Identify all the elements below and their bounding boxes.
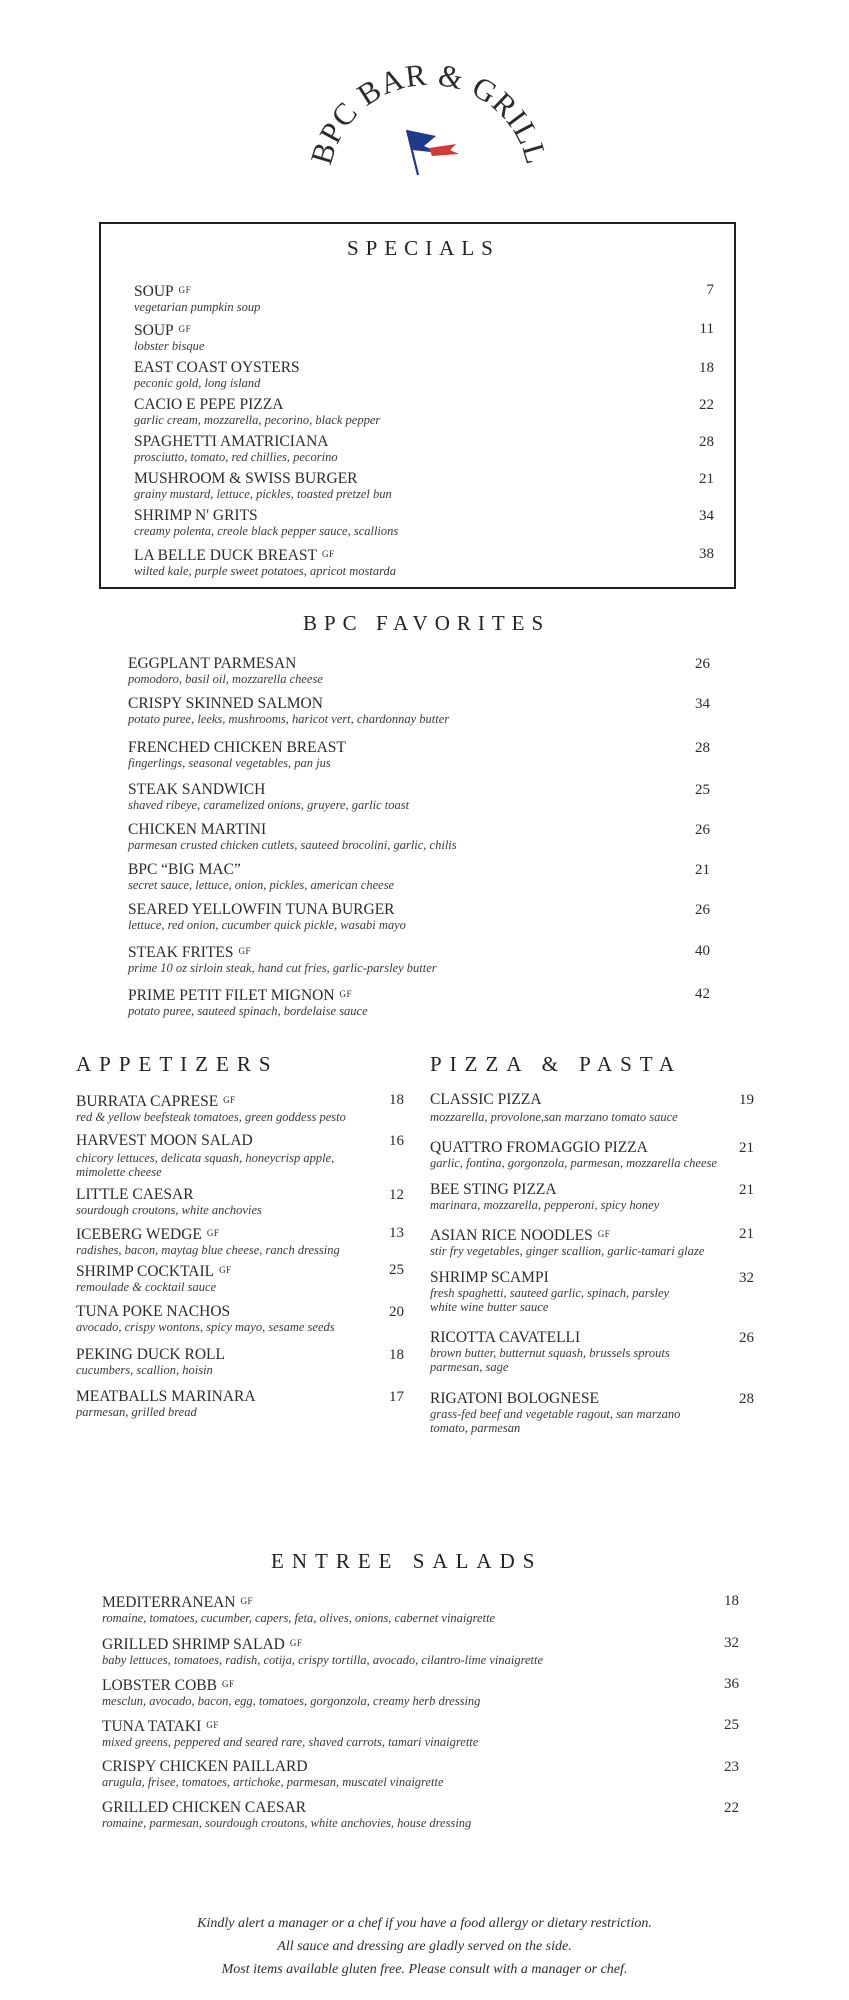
item-description: secret sauce, lettuce, onion, pickles, american cheese — [128, 878, 395, 892]
item-name: PRIME PETIT FILET MIGNON — [128, 987, 335, 1004]
item-price: 7 — [706, 282, 714, 298]
restaurant-logo — [304, 60, 554, 200]
item-name: CLASSIC PIZZA — [430, 1091, 542, 1108]
item-description: red & yellow beefsteak tomatoes, green goddess pesto — [76, 1110, 346, 1124]
menu-item — [76, 1262, 404, 1294]
item-description-line2: parmesan, sage — [430, 1360, 509, 1374]
item-description: stir fry vegetables, ginger scallion, garlic-tamari glaze — [430, 1244, 705, 1258]
item-name: SEARED YELLOWFIN TUNA BURGER — [128, 901, 395, 918]
item-price: 32 — [739, 1270, 754, 1286]
entree-salads-title: ENTREE SALADS — [271, 1549, 543, 1573]
item-price: 23 — [724, 1759, 739, 1775]
menu-item — [430, 1330, 754, 1374]
item-name: GRILLED CHICKEN CAESAR — [102, 1799, 307, 1816]
notice-line: All sauce and dressing are gladly served on the side. — [277, 1939, 572, 1954]
item-price: 36 — [724, 1676, 739, 1692]
menu-item — [430, 1270, 754, 1314]
item-name: MEDITERRANEAN — [102, 1594, 236, 1611]
menu-item — [76, 1187, 404, 1217]
item-price: 21 — [695, 862, 710, 878]
menu-item — [430, 1182, 754, 1212]
item-name: QUATTRO FROMAGGIO PIZZA — [430, 1139, 648, 1156]
appetizers-title: APPETIZERS — [76, 1052, 279, 1076]
item-price: 12 — [389, 1187, 404, 1203]
specials-title: SPECIALS — [347, 236, 500, 260]
item-price: 19 — [739, 1092, 754, 1108]
item-description: parmesan crusted chicken cutlets, sauteed brocolini, garlic, chilis — [128, 838, 457, 852]
menu-item — [102, 1676, 739, 1708]
item-description: fresh spaghetti, sauteed garlic, spinach, parsley — [430, 1286, 670, 1300]
item-description: lobster bisque — [134, 339, 205, 353]
item-price: 16 — [389, 1133, 404, 1149]
gf-badge: GF — [339, 989, 353, 999]
pizza-pasta-title: PIZZA & PASTA — [430, 1052, 683, 1076]
item-price: 34 — [699, 508, 714, 524]
gf-badge: GF — [322, 549, 335, 559]
favorites-title: BPC FAVORITES — [303, 611, 551, 635]
gf-badge: GF — [206, 1720, 219, 1730]
item-price: 32 — [724, 1635, 739, 1651]
item-name: TUNA TATAKI — [102, 1718, 202, 1735]
item-price: 13 — [389, 1225, 404, 1241]
item-description: avocado, crispy wontons, spicy mayo, sesame seeds — [76, 1320, 335, 1334]
item-price: 26 — [695, 656, 710, 672]
item-description: baby lettuces, tomatoes, radish, cotija, crispy tortilla, avocado, cilantro-lime vinaigrette — [102, 1653, 544, 1667]
item-description: prosciutto, tomato, red chillies, pecorino — [134, 450, 338, 464]
item-description: brown butter, butternut squash, brussels sprouts — [430, 1346, 670, 1360]
item-name: LA BELLE DUCK BREAST — [134, 547, 317, 564]
menu-item — [134, 360, 714, 390]
item-name: MEATBALLS MARINARA — [76, 1388, 256, 1405]
menu-item — [128, 862, 710, 892]
item-description: potato puree, leeks, mushrooms, haricot vert, chardonnay butter — [128, 712, 450, 726]
item-name: BPC “BIG MAC” — [128, 861, 241, 878]
menu-item — [76, 1389, 404, 1419]
menu-item — [128, 943, 710, 975]
item-price: 18 — [699, 360, 714, 376]
item-name: SHRIMP N' GRITS — [134, 507, 258, 524]
item-name: CRISPY CHICKEN PAILLARD — [102, 1758, 308, 1775]
item-name: SHRIMP SCAMPI — [430, 1269, 549, 1286]
gf-badge: GF — [238, 946, 252, 956]
gf-badge: GF — [289, 1638, 303, 1648]
item-name: CRISPY SKINNED SALMON — [128, 695, 323, 712]
item-description: mixed greens, peppered and seared rare, shaved carrots, tamari vinaigrette — [102, 1735, 479, 1749]
item-description-line2: mimolette cheese — [76, 1165, 162, 1179]
item-price: 17 — [389, 1389, 404, 1405]
item-description: grass-fed beef and vegetable ragout, san marzano — [430, 1407, 681, 1421]
item-description: potato puree, sauteed spinach, bordelaise sauce — [128, 1004, 368, 1018]
item-price: 21 — [739, 1182, 754, 1198]
item-price: 26 — [695, 822, 710, 838]
gf-badge: GF — [221, 1679, 235, 1689]
allergy-notice — [0, 1912, 849, 1981]
menu-item — [102, 1717, 739, 1749]
item-description: radishes, bacon, maytag blue cheese, ranch dressing — [76, 1243, 340, 1257]
item-description: prime 10 oz sirloin steak, hand cut fries, garlic-parsley butter — [128, 961, 437, 975]
item-description: wilted kale, purple sweet potatoes, apricot mostarda — [134, 564, 397, 578]
item-description-line2: tomato, parmesan — [430, 1421, 521, 1435]
gf-badge: GF — [206, 1228, 220, 1238]
item-price: 40 — [695, 943, 710, 959]
notice-line: Most items available gluten free. Please consult with a manager or chef. — [221, 1962, 628, 1977]
item-name: FRENCHED CHICKEN BREAST — [128, 739, 346, 756]
item-name: MUSHROOM & SWISS BURGER — [134, 470, 358, 487]
menu-item — [76, 1304, 404, 1334]
item-name: STEAK FRITES — [128, 944, 234, 961]
item-price: 26 — [739, 1330, 754, 1346]
item-name: LITTLE CAESAR — [76, 1186, 194, 1203]
notice-line: Kindly alert a manager or a chef if you have a food allergy or dietary restriction. — [197, 1916, 652, 1931]
logo-text: BPC BAR & GRILL — [304, 60, 554, 169]
item-name: BEE STING PIZZA — [430, 1181, 557, 1198]
item-price: 26 — [695, 902, 710, 918]
item-name: EGGPLANT PARMESAN — [128, 655, 297, 672]
svg-text:BPC BAR & GRILL — [304, 60, 554, 168]
menu-item — [430, 1092, 754, 1124]
item-price: 22 — [699, 397, 714, 413]
menu-item — [134, 282, 714, 314]
item-description-line2: white wine butter sauce — [430, 1300, 549, 1314]
item-description: romaine, parmesan, sourdough croutons, white anchovies, house dressing — [102, 1816, 472, 1830]
item-price: 28 — [695, 740, 710, 756]
menu-item — [128, 822, 710, 852]
item-description: garlic, fontina, gorgonzola, parmesan, mozzarella cheese — [430, 1156, 717, 1170]
menu-item — [128, 782, 710, 812]
menu-item — [76, 1347, 404, 1377]
item-price: 20 — [389, 1304, 404, 1320]
item-name: LOBSTER COBB — [102, 1677, 217, 1694]
item-description: fingerlings, seasonal vegetables, pan jus — [128, 756, 331, 770]
item-name: GRILLED SHRIMP SALAD — [102, 1636, 285, 1653]
gf-badge: GF — [178, 285, 192, 295]
item-name: ICEBERG WEDGE — [76, 1226, 202, 1243]
item-price: 18 — [724, 1593, 739, 1609]
item-description: mozzarella, provolone,san marzano tomato sauce — [430, 1110, 678, 1124]
item-name: TUNA POKE NACHOS — [76, 1303, 231, 1320]
item-name: CACIO E PEPE PIZZA — [134, 396, 284, 413]
item-description: mesclun, avocado, bacon, egg, tomatoes, gorgonzola, creamy herb dressing — [102, 1694, 481, 1708]
menu-item — [134, 471, 714, 501]
item-name: EAST COAST OYSTERS — [134, 359, 300, 376]
item-price: 11 — [699, 321, 714, 337]
item-price: 25 — [724, 1717, 739, 1733]
item-description: lettuce, red onion, cucumber quick pickle, wasabi mayo — [128, 918, 406, 932]
menu-item — [76, 1092, 404, 1124]
item-price: 28 — [739, 1391, 754, 1407]
menu-item — [128, 902, 710, 932]
item-name: SOUP — [134, 322, 174, 339]
item-name: SHRIMP COCKTAIL — [76, 1263, 215, 1280]
item-price: 42 — [695, 986, 710, 1002]
gf-badge: GF — [240, 1596, 253, 1606]
item-name: RIGATONI BOLOGNESE — [430, 1390, 599, 1407]
menu-item — [134, 434, 714, 464]
item-description: remoulade & cocktail sauce — [76, 1280, 217, 1294]
item-description: garlic cream, mozzarella, pecorino, black pepper — [134, 413, 381, 427]
item-description: parmesan, grilled bread — [76, 1405, 197, 1419]
item-description: pomodoro, basil oil, mozzarella cheese — [128, 672, 323, 686]
item-description: shaved ribeye, caramelized onions, gruyere, garlic toast — [128, 798, 410, 812]
item-price: 18 — [389, 1347, 404, 1363]
flag-icon — [407, 130, 459, 175]
item-name: ASIAN RICE NOODLES — [430, 1227, 593, 1244]
item-description: vegetarian pumpkin soup — [134, 300, 261, 314]
item-price: 25 — [389, 1262, 404, 1278]
item-name: SOUP — [134, 283, 174, 300]
item-name: SPAGHETTI AMATRICIANA — [134, 433, 329, 450]
item-name: STEAK SANDWICH — [128, 781, 266, 798]
gf-badge: GF — [219, 1265, 232, 1275]
item-description: grainy mustard, lettuce, pickles, toasted pretzel bun — [134, 487, 392, 501]
menu-item — [128, 696, 710, 726]
item-price: 38 — [699, 546, 714, 562]
item-price: 25 — [695, 782, 710, 798]
item-price: 21 — [739, 1226, 754, 1242]
item-description: peconic gold, long island — [134, 376, 261, 390]
item-description: chicory lettuces, delicata squash, honeycrisp apple, — [76, 1151, 335, 1165]
item-description: cucumbers, scallion, hoisin — [76, 1363, 213, 1377]
menu-item — [102, 1593, 739, 1625]
menu-item — [128, 740, 710, 770]
item-price: 21 — [739, 1140, 754, 1156]
item-name: PEKING DUCK ROLL — [76, 1346, 225, 1363]
menu-item — [128, 656, 710, 686]
menu-item — [134, 397, 714, 427]
item-description: sourdough croutons, white anchovies — [76, 1203, 262, 1217]
menu-item — [102, 1759, 739, 1789]
item-price: 34 — [695, 696, 710, 712]
item-name: BURRATA CAPRESE — [76, 1093, 219, 1110]
gf-badge: GF — [178, 324, 192, 334]
menu-item — [134, 546, 714, 578]
gf-badge: GF — [223, 1095, 236, 1105]
item-name: CHICKEN MARTINI — [128, 821, 267, 838]
menu-item — [430, 1140, 754, 1170]
item-price: 18 — [389, 1092, 404, 1108]
item-description: arugula, frisee, tomatoes, artichoke, parmesan, muscatel vinaigrette — [102, 1775, 444, 1789]
menu-item — [430, 1391, 754, 1435]
logo-graphic — [304, 60, 554, 200]
menu-item — [430, 1226, 754, 1258]
gf-badge: GF — [597, 1229, 611, 1239]
menu-item — [128, 986, 710, 1018]
menu-item — [76, 1133, 404, 1179]
menu-item — [134, 508, 714, 538]
item-price: 22 — [724, 1800, 739, 1816]
item-description: romaine, tomatoes, cucumber, capers, feta, olives, onions, cabernet vinaigrette — [102, 1611, 496, 1625]
item-name: RICOTTA CAVATELLI — [430, 1329, 581, 1346]
menu-item — [102, 1635, 739, 1667]
item-price: 28 — [699, 434, 714, 450]
menu-item — [76, 1225, 404, 1257]
item-name: HARVEST MOON SALAD — [76, 1132, 253, 1149]
item-price: 21 — [699, 471, 714, 487]
menu-item — [102, 1800, 739, 1830]
menu-item — [134, 321, 714, 353]
item-description: creamy polenta, creole black pepper sauce, scallions — [134, 524, 399, 538]
item-description: marinara, mozzarella, pepperoni, spicy honey — [430, 1198, 660, 1212]
